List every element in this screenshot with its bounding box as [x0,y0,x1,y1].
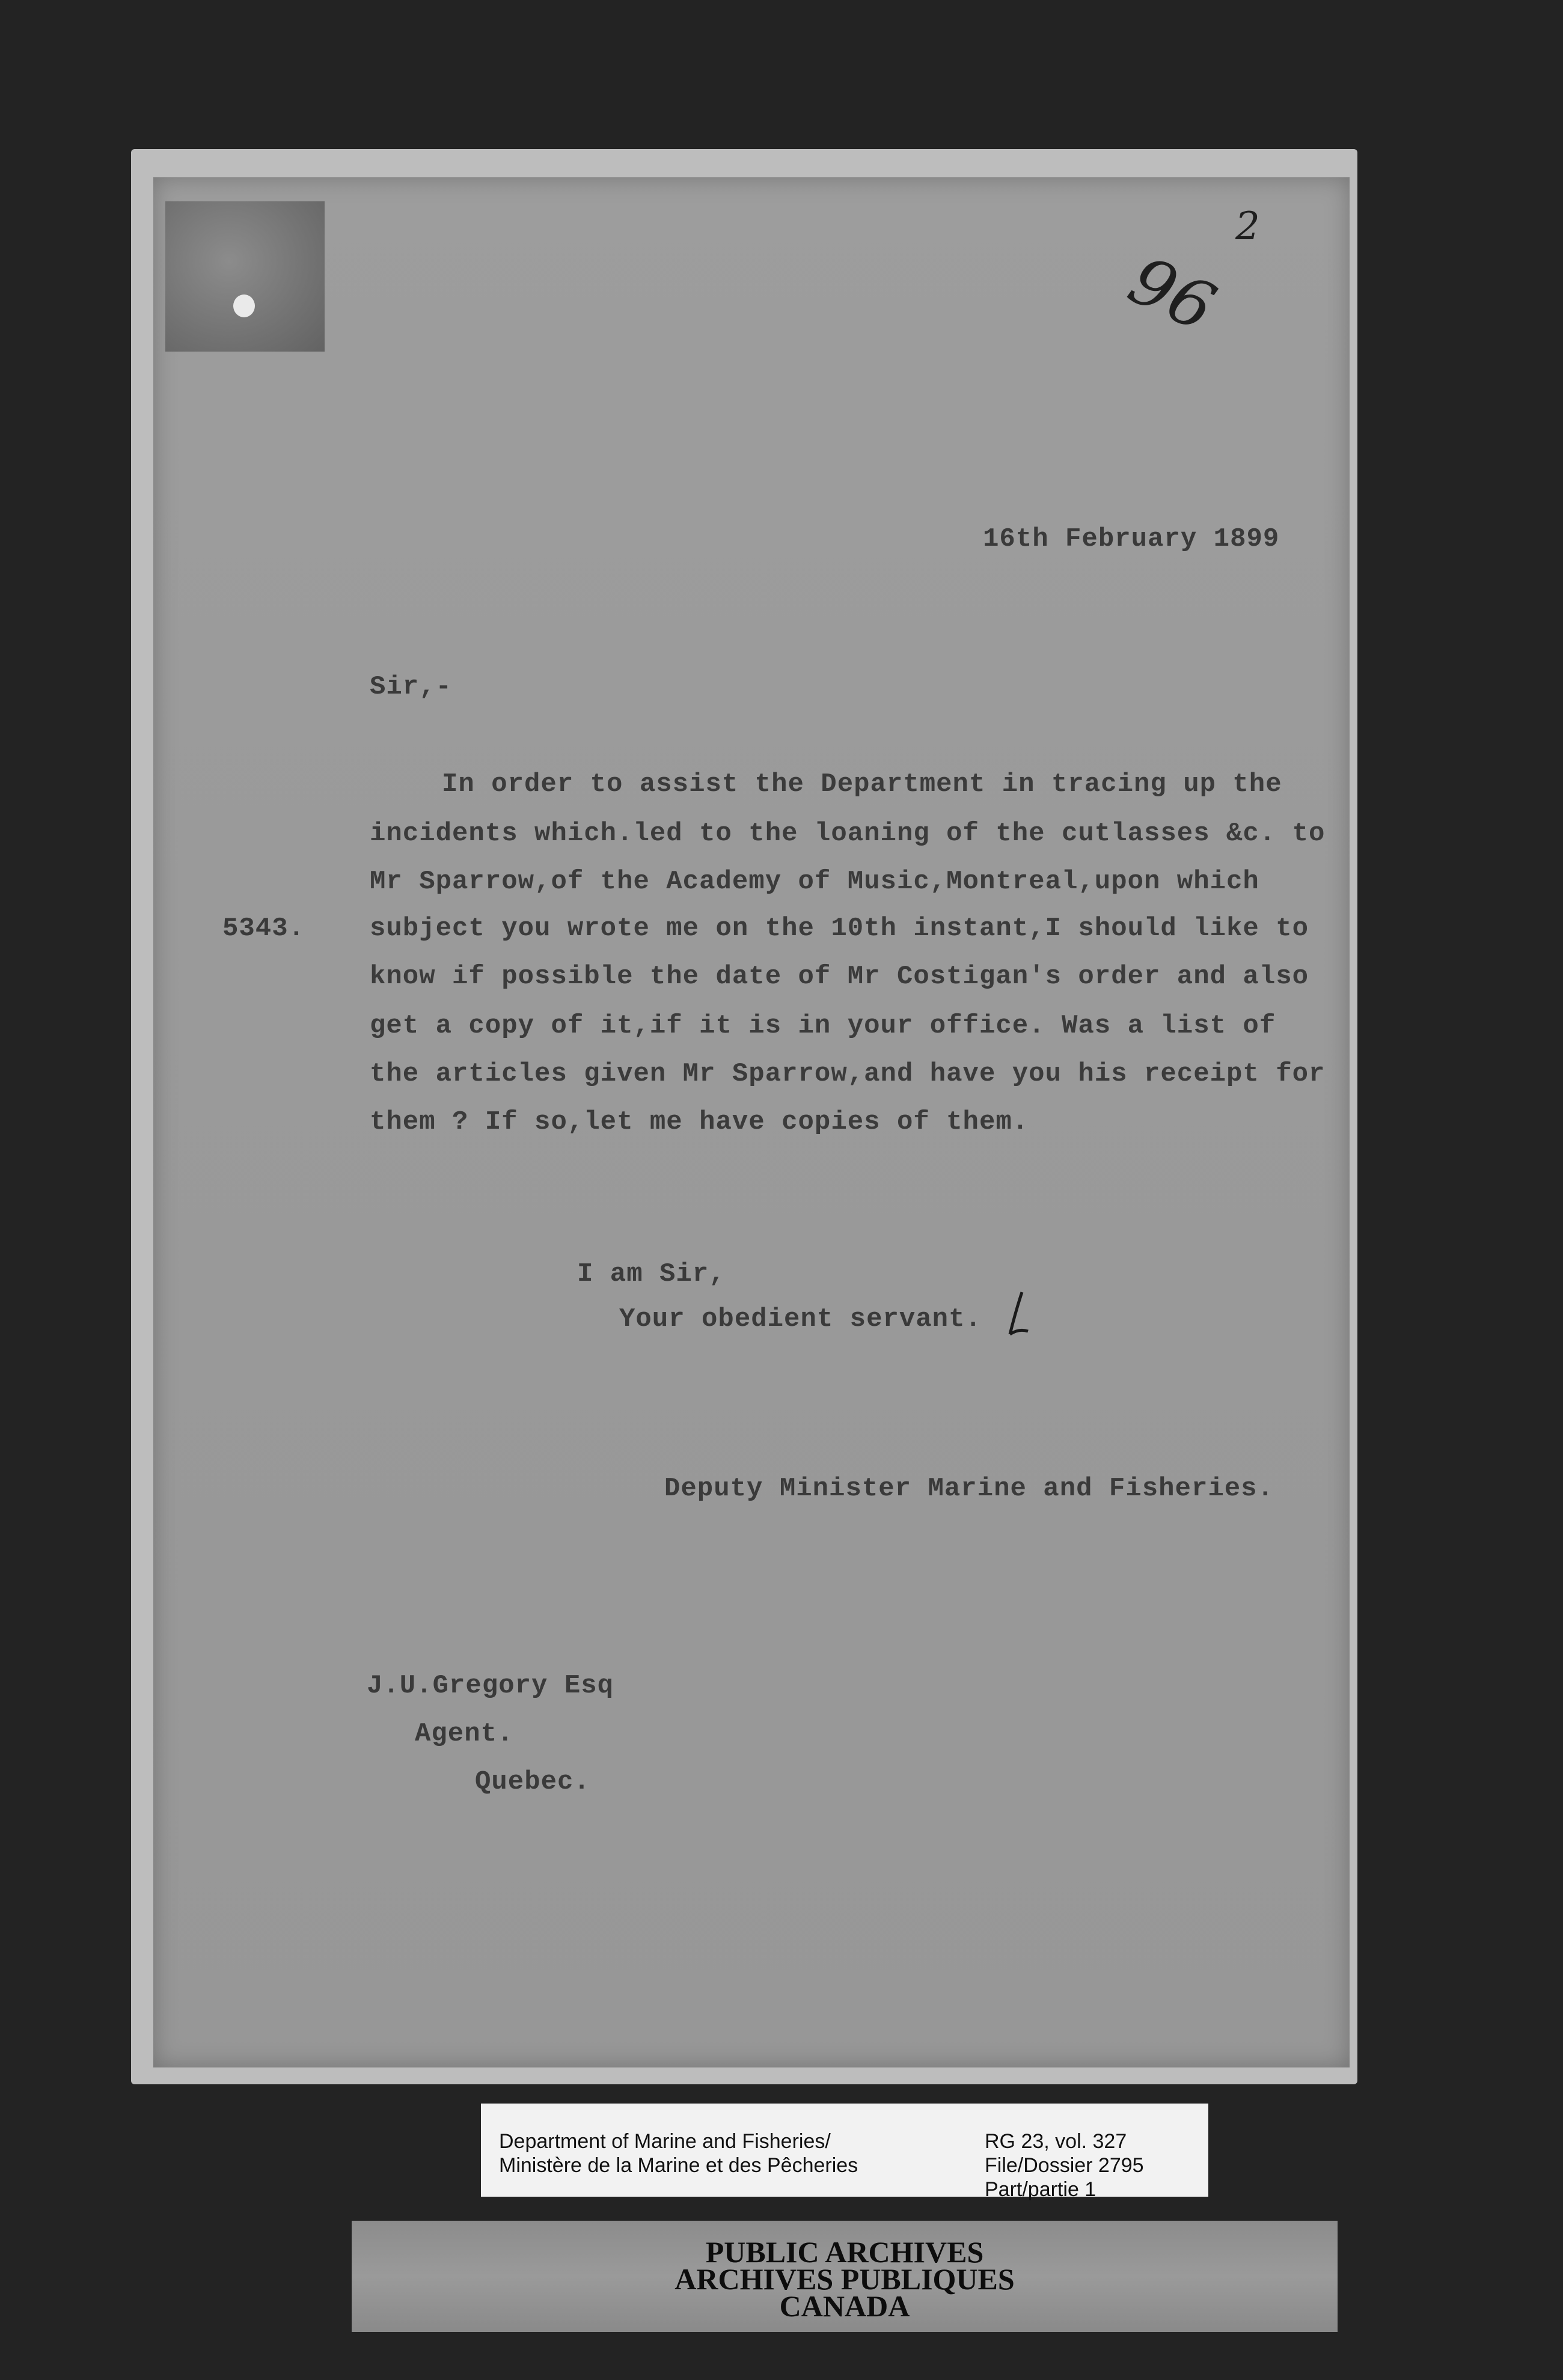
body-line: incidents which.led to the loaning of the cutlasses &c. to [370,819,1326,849]
closing-line-2: Your obedient servant. [619,1304,982,1334]
stamp-line-1: PUBLIC ARCHIVES [705,2235,984,2269]
addressee-title: Agent. [415,1719,514,1749]
addressee-name: J.U.Gregory Esq [367,1671,614,1701]
letter-date: 16th February 1899 [983,524,1280,554]
salutation: Sir,- [370,672,453,702]
margin-reference: 5343. [222,914,305,944]
record-group: RG 23, vol. 327 [985,2130,1127,2153]
signature-mark [998,1286,1052,1346]
addressee-place: Quebec. [475,1767,590,1797]
stamp-line-2: ARCHIVES PUBLIQUES [674,2262,1015,2296]
closing-line-1: I am Sir, [577,1259,726,1289]
department-fr: Ministère de la Marine et des Pêcheries [499,2154,858,2177]
body-line: In order to assist the Department in tracing up the [442,769,1282,799]
archive-stamp [352,2221,1338,2332]
body-line: get a copy of it,if it is in your office. Was a list of [370,1011,1276,1041]
page-number: 96 [1118,241,1227,347]
stamp-line-3: CANADA [779,2289,910,2323]
folio-number: 2 [1235,204,1260,249]
body-line: them ? If so,let me have copies of them. [370,1107,1029,1137]
signatory: Deputy Minister Marine and Fisheries. [664,1474,1274,1504]
body-line: subject you wrote me on the 10th instant,I should like to [370,914,1309,944]
department-en: Department of Marine and Fisheries/ [499,2130,831,2153]
body-line: the articles given Mr Sparrow,and have you his receipt for [370,1059,1326,1089]
body-line: Mr Sparrow,of the Academy of Music,Montreal,upon which [370,867,1259,897]
body-line: know if possible the date of Mr Costigan's order and also [370,962,1309,992]
part-number: Part/partie 1 [985,2178,1097,2201]
corner-stain [165,201,325,352]
archive-label [481,2104,1208,2201]
punch-hole [233,294,255,317]
file-number: File/Dossier 2795 [985,2154,1144,2177]
